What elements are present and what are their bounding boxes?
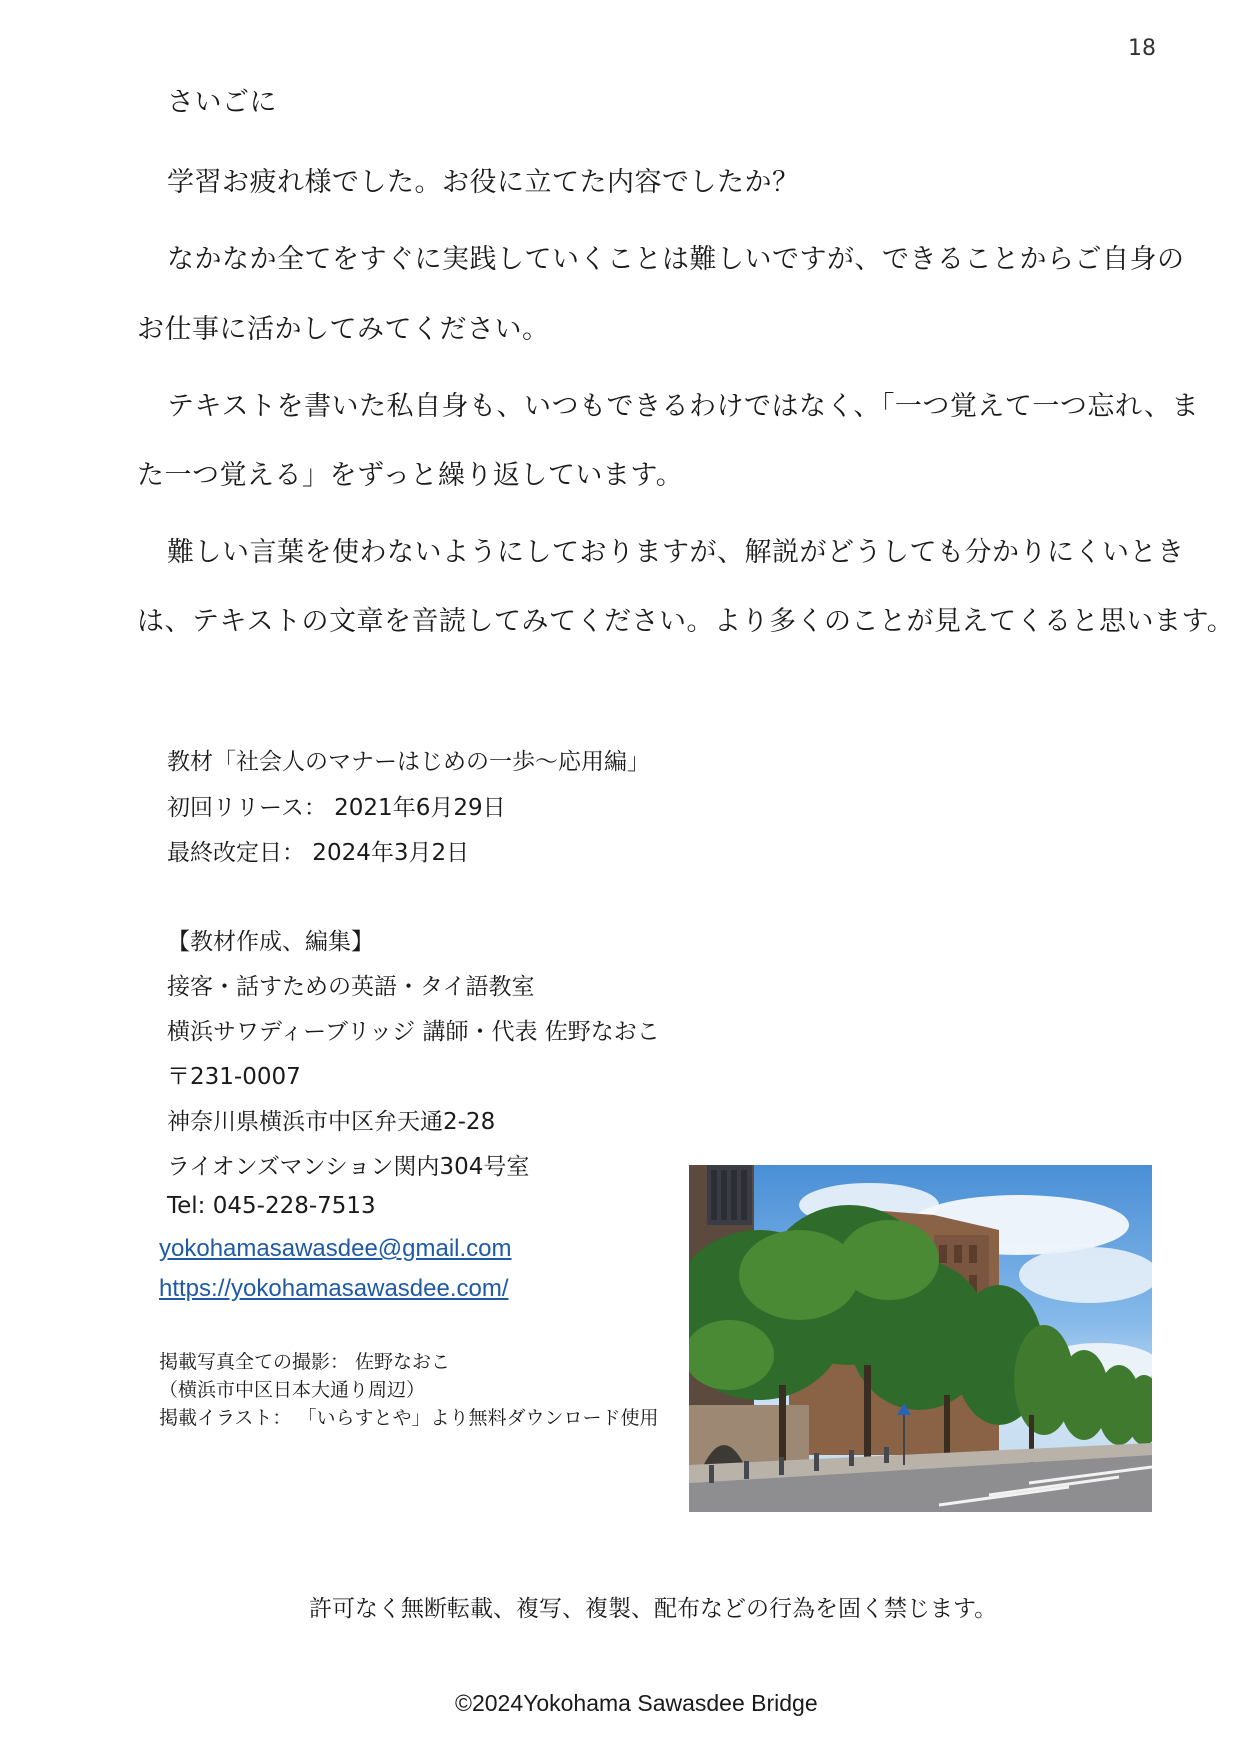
author-name: 横浜サワディーブリッジ 講師・代表 佐野なおこ — [167, 1019, 660, 1045]
paragraph-4-line-1: 難しい言葉を使わないようにしておりますが、解説がどうしても分かりにくいとき — [167, 537, 1185, 568]
paragraph-1: 学習お疲れ様でした。お役に立てた内容でしたか？ — [167, 167, 800, 198]
release-date: 初回リリース： 2021年6月29日 — [167, 795, 506, 821]
photo-credit: 掲載写真全ての撮影： 佐野なおこ — [159, 1351, 451, 1373]
photo-location: （横浜市中区日本大通り周辺） — [159, 1379, 426, 1401]
website-link[interactable]: https://yokohamasawasdee.com/ — [159, 1275, 509, 1302]
school-name: 接客・話すための英語・タイ語教室 — [167, 974, 535, 1000]
address-line-2: ライオンズマンション関内304号室 — [167, 1154, 530, 1180]
illustration-credit: 掲載イラスト： 「いらすとや」より無料ダウンロード使用 — [159, 1407, 659, 1429]
email-link[interactable]: yokohamasawasdee@gmail.com — [159, 1235, 512, 1262]
paragraph-2-line-2: お仕事に活かしてみてください。 — [137, 314, 550, 345]
page-number: 18 — [1128, 36, 1156, 61]
street-photo — [689, 1165, 1152, 1512]
paragraph-3-line-1: テキストを書いた私自身も、いつもできるわけではなく、「一つ覚えて一つ忘れ、ま — [167, 391, 1200, 422]
author-section-label: 【教材作成、編集】 — [167, 929, 374, 955]
copyright-line: ©2024Yokohama Sawasdee Bridge — [455, 1690, 818, 1716]
telephone: Tel: 045-228-7513 — [167, 1193, 376, 1219]
address-line-1: 神奈川県横浜市中区弁天通2-28 — [167, 1109, 496, 1135]
revision-date: 最終改定日： 2024年3月2日 — [167, 840, 470, 866]
paragraph-3-line-2: た一つ覚える」をずっと繰り返しています。 — [137, 460, 684, 491]
material-title: 教材「社会人のマナーはじめの一歩～応用編」 — [167, 749, 650, 775]
section-heading: さいごに — [167, 87, 277, 118]
postal-code: 〒231-0007 — [167, 1064, 301, 1090]
paragraph-4-line-2: は、テキストの文章を音読してみてください。より多くのことが見えてくると思います。 — [137, 606, 1235, 637]
paragraph-2-line-1: なかなか全てをすぐに実践していくことは難しいですが、できることからご自身の — [167, 244, 1185, 275]
copyright-notice: 許可なく無断転載、複写、複製、配布などの行為を固く禁じます。 — [309, 1596, 998, 1622]
